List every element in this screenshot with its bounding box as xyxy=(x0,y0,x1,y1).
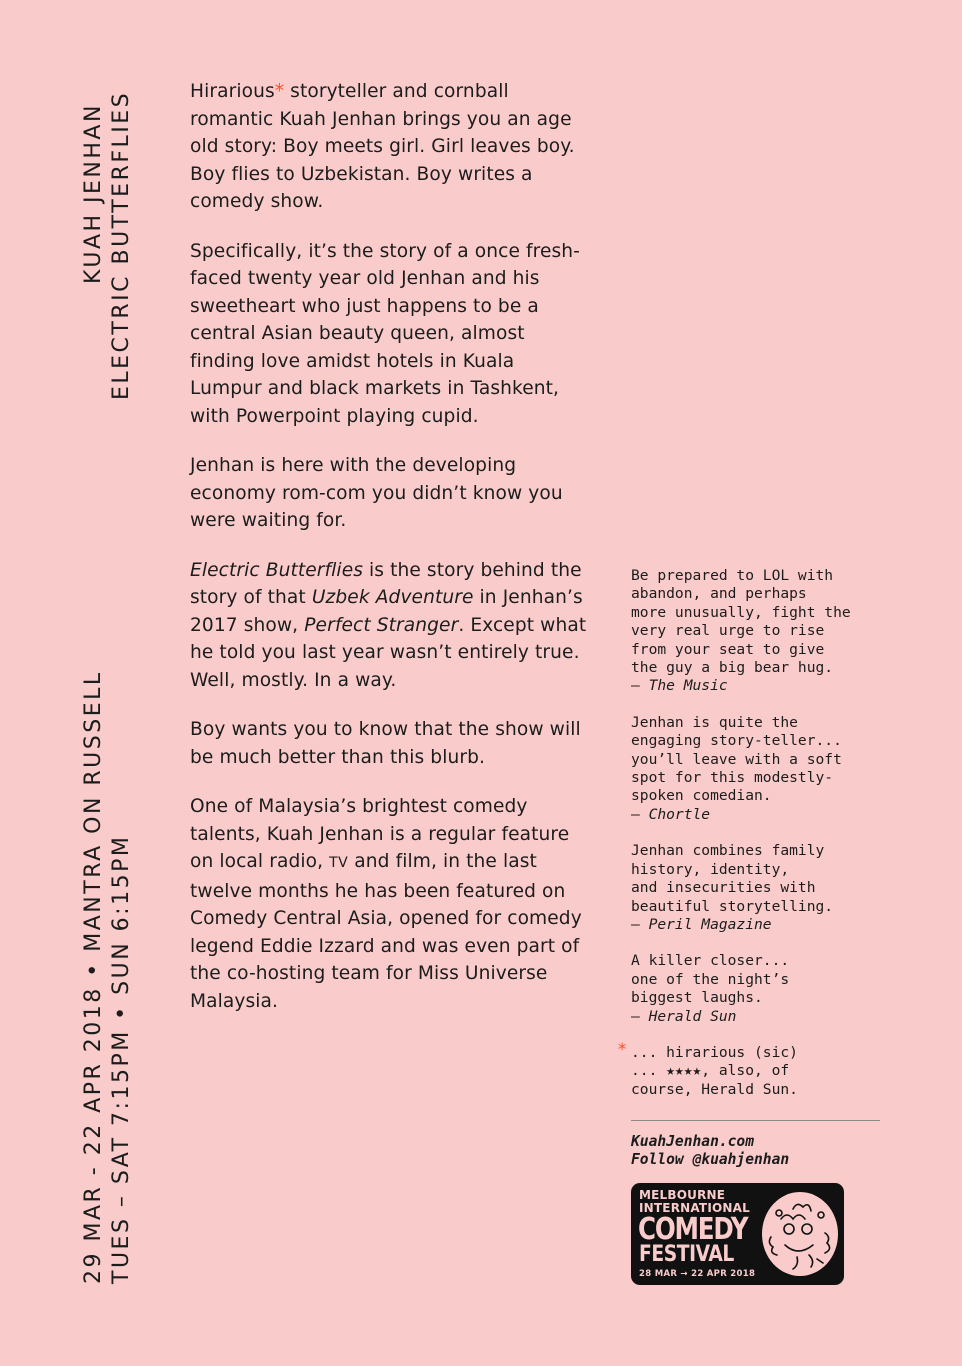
asterisk-mark: * xyxy=(617,1039,628,1060)
review-source: – The Music xyxy=(631,677,728,695)
festival-logo: MELBOURNE INTERNATIONAL COMEDY FESTIVAL 28 MAR → 22 APR 2018 xyxy=(631,1183,844,1285)
review-quote: Jenhan combines family history, identity, and insecurities with beautiful storytelling. – Peril Magazine xyxy=(631,842,891,934)
blurb-paragraph-1: Hirarious* storyteller and cornball romantic Kuah Jenhan brings you an age old story: Boy meets girl. Girl leaves boy. Boy flies to Uzbekistan. Boy writes a comedy show. xyxy=(190,81,575,212)
show-title: ELECTRIC BUTTERFLIES xyxy=(109,90,134,400)
asterisk-mark: * xyxy=(274,81,285,102)
divider xyxy=(631,1120,880,1121)
review-quote: Jenhan is quite the engaging story-teller... you’ll leave with a soft spot for this modestly- spoken comedian. – Chortle xyxy=(631,714,891,824)
blurb-paragraph-3: Jenhan is here with the developing economy rom-com you didn’t know you were waiting for. xyxy=(190,455,563,531)
previous-show-segment: Uzbek Adventure xyxy=(311,587,474,608)
review-source: – Herald Sun xyxy=(631,1007,737,1025)
show-blurb xyxy=(190,78,590,1037)
social-handle[interactable]: Follow @kuahjenhan xyxy=(631,1151,790,1169)
blurb-paragraph-4: Electric Butterflies is the story behind the story of that Uzbek Adventure in Jenhan’s 2017 show, Perfect Stranger. Except what he told you last year wasn’t entirely true. Well, mostly. In a way. xyxy=(190,559,587,691)
website-link[interactable]: KuahJenhan.com xyxy=(631,1133,755,1150)
dates-venue: 29 MAR - 22 APR 2018 • MANTRA ON RUSSELL xyxy=(81,670,106,1284)
blurb-paragraph-5: Boy wants you to know that the show will be much better than this blurb. xyxy=(190,719,581,768)
performer-name: KUAH JENHAN xyxy=(81,103,106,284)
show-title-italic: Electric Butterflies xyxy=(190,559,364,581)
footnote: * ... hirarious (sic) ... ★★★★, also, of course, Herald Sun. xyxy=(617,1039,798,1098)
review-quote: A killer closer... one of the night’s biggest laughs. – Herald Sun xyxy=(631,952,891,1026)
review-source: – Chortle xyxy=(631,805,711,823)
festival-emblem-icon xyxy=(759,1189,841,1279)
contact-links xyxy=(631,1133,789,1170)
show-times: TUES – SAT 7:15PM • SUN 6:15PM xyxy=(109,834,134,1284)
blurb-paragraph-2: Specifically, it’s the story of a once fresh-faced twenty year old Jenhan and his sweetheart who just happens to be a central Asian beauty queen, almost finding love amidst hotels in Kuala Lumpur and black markets in Tashkent, with Powerpoint playing cupid. xyxy=(190,240,580,427)
review-quote: Be prepared to LOL with abandon, and perhaps more unusually, fight the very real urge to rise from your seat to give the guy a big bear hug. – The Music xyxy=(631,567,891,696)
previous-show-title: Perfect Stranger xyxy=(304,614,459,636)
reviews-column xyxy=(617,567,891,1117)
blurb-paragraph-6: One of Malaysia’s brightest comedy talents, Kuah Jenhan is a regular feature on local radio, TV and film, in the last twelve months he has been featured on Comedy Central Asia, opened for comedy legend Eddie Izzard and was even part of the co-hosting team for Miss Universe Malaysia. xyxy=(190,796,582,1012)
review-source: – Peril Magazine xyxy=(631,915,772,933)
